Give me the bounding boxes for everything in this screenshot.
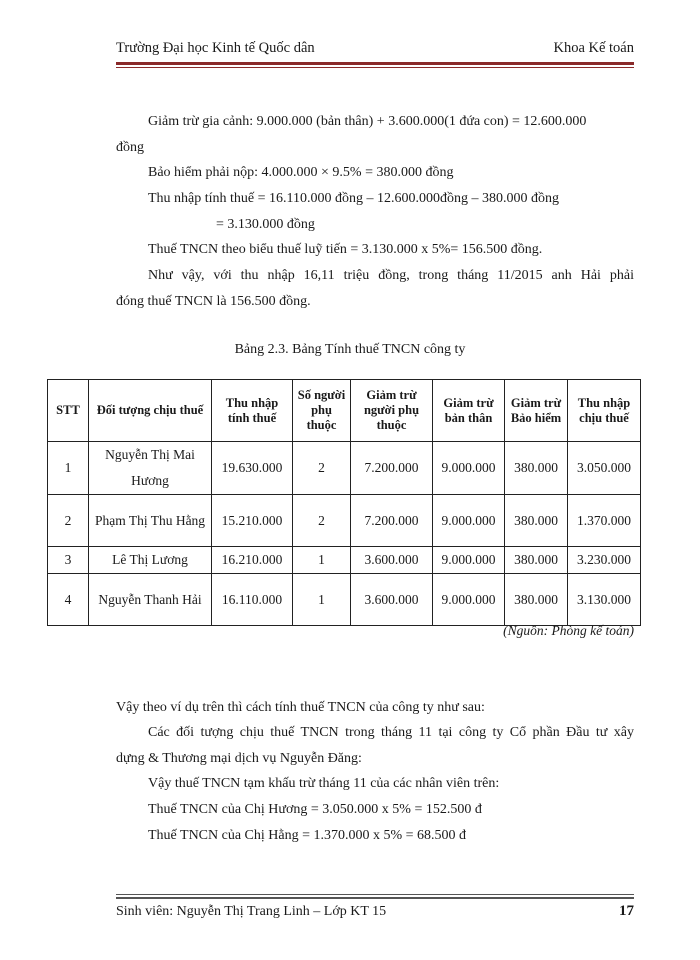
after-line-hang-tax: Thuế TNCN của Chị Hằng = 1.370.000 x 5% = 68.500 đ [148, 828, 467, 843]
cell-stt: 1 [48, 442, 89, 495]
cell-name: Nguyễn Thị Mai Hương [89, 442, 212, 495]
body-line-deduction: Giảm trừ gia cảnh: 9.000.000 (bản thân) + 3.600.000(1 đứa con) = 12.600.000 [148, 114, 587, 129]
after-line-huong-tax: Thuế TNCN của Chị Hương = 3.050.000 x 5% = 152.500 đ [148, 802, 482, 817]
cell-dependents: 2 [293, 442, 351, 495]
cell-dependent-deduction: 7.200.000 [351, 495, 433, 547]
cell-assessable-income: 1.370.000 [568, 495, 641, 547]
body-line-progressive-tax: Thuế TNCN theo biểu thuế luỹ tiến = 3.130.000 x 5%= 156.500 đồng. [148, 242, 543, 257]
cell-insurance-deduction: 380.000 [505, 442, 568, 495]
cell-insurance-deduction: 380.000 [505, 574, 568, 626]
cell-dependent-deduction: 7.200.000 [351, 442, 433, 495]
tax-table [47, 379, 641, 626]
table-header-row [48, 380, 641, 442]
page-number: 17 [619, 903, 634, 919]
page-header [116, 40, 634, 60]
after-line-subjects-cont: dựng & Thương mại dịch vụ Nguyễn Đăng: [116, 751, 362, 766]
body-line-conclusion: Như vậy, với thu nhập 16,11 triệu đồng, trong tháng 11/2015 anh Hải phải [148, 268, 634, 283]
cell-name: Lê Thị Lương [89, 547, 212, 574]
footer-student: Sinh viên: Nguyễn Thị Trang Linh – Lớp KT 15 [116, 904, 387, 919]
table-row [48, 574, 641, 626]
footer-rule-thick [116, 897, 634, 899]
header-rule-thick [116, 62, 634, 65]
cell-assessable-income: 3.050.000 [568, 442, 641, 495]
header-stt: STT [48, 380, 89, 442]
header-rule-thin [116, 67, 634, 68]
body-line-insurance: Bảo hiểm phải nộp: 4.000.000 × 9.5% = 380.000 đồng [148, 165, 454, 180]
cell-personal-deduction: 9.000.000 [433, 574, 505, 626]
body-line-conclusion-cont: đóng thuế TNCN là 156.500 đồng. [116, 294, 311, 309]
cell-dependent-deduction: 3.600.000 [351, 574, 433, 626]
table-row [48, 547, 641, 574]
header-assessable-income: Thu nhập chịu thuế [568, 380, 641, 442]
cell-taxable-income: 16.110.000 [212, 574, 293, 626]
header-taxable-income: Thu nhập tính thuế [212, 380, 293, 442]
cell-name: Nguyễn Thanh Hải [89, 574, 212, 626]
cell-assessable-income: 3.130.000 [568, 574, 641, 626]
cell-taxable-income: 19.630.000 [212, 442, 293, 495]
body-line-taxable-result: = 3.130.000 đồng [216, 217, 315, 232]
cell-insurance-deduction: 380.000 [505, 495, 568, 547]
cell-stt: 2 [48, 495, 89, 547]
cell-dependents: 1 [293, 547, 351, 574]
header-taxpayer: Đối tượng chịu thuế [89, 380, 212, 442]
cell-taxable-income: 16.210.000 [212, 547, 293, 574]
cell-dependent-deduction: 3.600.000 [351, 547, 433, 574]
cell-stt: 3 [48, 547, 89, 574]
body-line-deduction-cont: đồng [116, 140, 144, 155]
header-dependent-deduction: Giảm trừ người phụ thuộc [351, 380, 433, 442]
table-caption: Bảng 2.3. Bảng Tính thuế TNCN công ty [234, 342, 466, 357]
cell-personal-deduction: 9.000.000 [433, 547, 505, 574]
table-source: (Nguồn: Phòng kế toán) [503, 623, 634, 638]
cell-insurance-deduction: 380.000 [505, 547, 568, 574]
after-line-subjects: Các đối tượng chịu thuế TNCN trong tháng 11 tại công ty Cổ phần Đầu tư xây [148, 725, 634, 740]
after-line-withholding: Vậy thuế TNCN tạm khấu trừ tháng 11 của các nhân viên trên: [148, 776, 500, 791]
after-line-intro: Vậy theo ví dụ trên thì cách tính thuế TNCN của công ty như sau: [116, 700, 485, 715]
cell-personal-deduction: 9.000.000 [433, 495, 505, 547]
cell-assessable-income: 3.230.000 [568, 547, 641, 574]
cell-personal-deduction: 9.000.000 [433, 442, 505, 495]
footer-rule-thin [116, 894, 634, 895]
header-university: Trường Đại học Kinh tế Quốc dân [116, 40, 315, 56]
table-row [48, 442, 641, 495]
cell-stt: 4 [48, 574, 89, 626]
cell-dependents: 1 [293, 574, 351, 626]
cell-taxable-income: 15.210.000 [212, 495, 293, 547]
cell-name: Phạm Thị Thu Hằng [89, 495, 212, 547]
header-dependents: Số người phụ thuộc [293, 380, 351, 442]
cell-dependents: 2 [293, 495, 351, 547]
table-row [48, 495, 641, 547]
header-faculty: Khoa Kế toán [553, 40, 634, 56]
header-insurance-deduction: Giảm trừ Bảo hiểm [505, 380, 568, 442]
header-personal-deduction: Giảm trừ bản thân [433, 380, 505, 442]
body-line-taxable-income: Thu nhập tính thuế = 16.110.000 đồng – 12.600.000đồng – 380.000 đồng [148, 191, 560, 206]
